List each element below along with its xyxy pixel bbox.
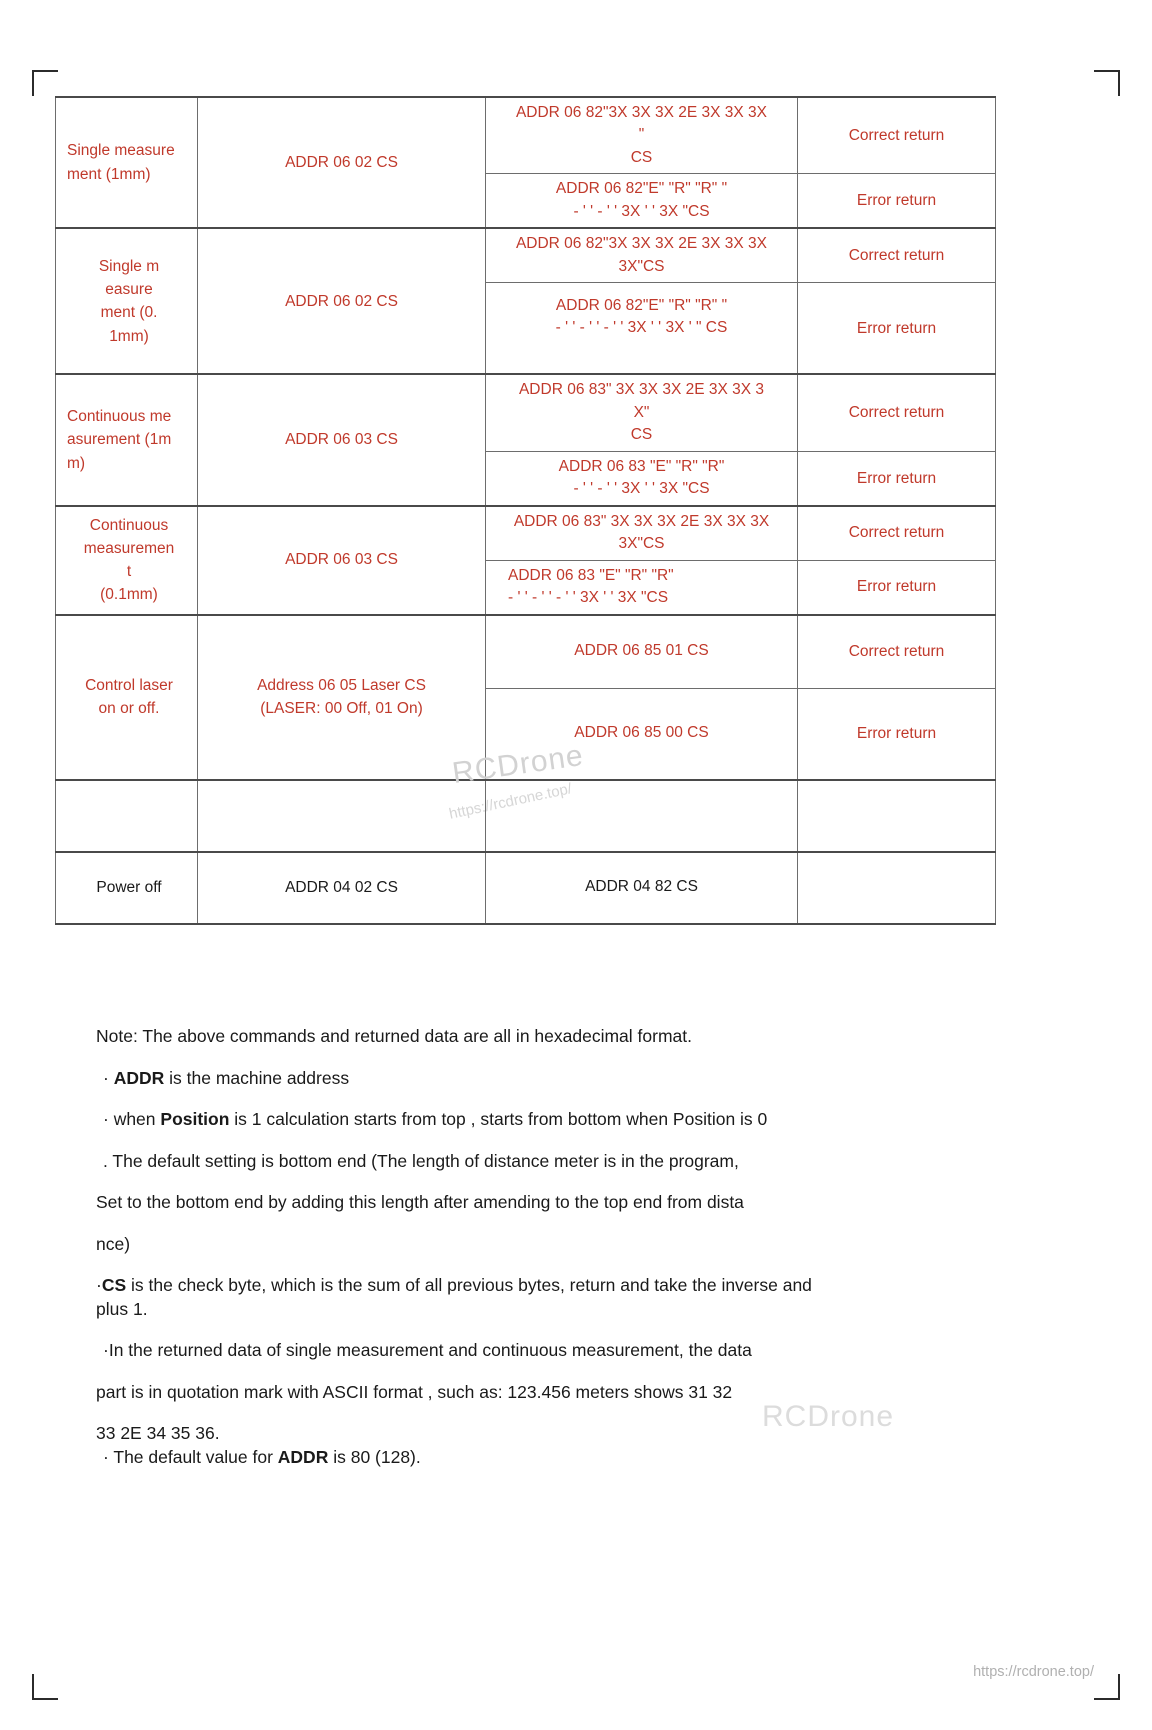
footer-url: https://rcdrone.top/ [973,1664,1094,1680]
note-position-line2: . The default setting is bottom end (The length of distance meter is in the program, [103,1150,739,1171]
note-cs-line2: plus 1. [96,1298,148,1319]
cell-returned-data: ADDR 06 85 01 CS [486,615,798,689]
returned-data-line: - ' ' - ' ' 3X ' ' 3X "CS [573,480,710,498]
crop-mark-top-left [32,70,58,96]
cell-return-status: Correct return [798,506,996,560]
note-text: The default value for [108,1446,278,1467]
returned-data-line: - ' ' - ' ' - ' ' 3X ' ' 3X ' " CS [555,319,728,337]
note-text: when [108,1109,161,1129]
table-row [56,506,996,560]
command-name-line: easure [105,281,153,299]
note-bullet: · [103,1446,109,1467]
cell-return-status: Error return [798,560,996,614]
cell-send-command: ADDR 06 02 CS [198,97,486,228]
command-name-line: asurement (1m [67,431,172,449]
returned-data-line: ADDR 06 83 "E" "R" "R" [508,566,674,584]
note-default-addr [96,1446,1026,1467]
table-row [56,852,996,924]
returned-data-line: 3X"CS [618,535,665,553]
cell-returned-data [486,506,798,560]
note-bullet: · [103,1109,109,1129]
note-returned-data [96,1342,1026,1360]
crop-mark-bottom-right [1094,1674,1120,1700]
send-command-line: (LASER: 00 Off, 01 On) [260,700,423,717]
returned-data-line: ADDR 06 83" 3X 3X 3X 2E 3X 3X 3X [513,512,770,530]
note-text: is 1 calculation starts from top , starts from bottom when Position is 0 [229,1109,768,1129]
command-name-line: Single m [98,257,160,275]
cell-command-name [56,780,198,852]
note-text: is the check byte, which is the sum of all previous bytes, return and take the inverse and [126,1275,812,1295]
note-bullet: · [103,1340,109,1360]
cell-returned-data [486,228,798,282]
command-name-line: (0.1mm) [100,586,158,604]
returned-data-line: " [638,126,645,144]
table-row [56,374,996,451]
note-keyword: ADDR [277,1446,329,1467]
returned-data-line: - ' ' - ' ' - ' ' 3X ' ' 3X "CS [508,589,669,607]
note-heading: Note: The above commands and returned data are all in hexadecimal format. [96,1026,692,1046]
note-position [96,1111,1026,1129]
crop-mark-top-right [1094,70,1120,96]
note-text: is the machine address [164,1067,350,1088]
watermark-brand-bottom: RCDrone [762,1400,895,1433]
cell-return-status [798,852,996,924]
note-keyword: CS [101,1275,127,1295]
cell-returned-data: ADDR 04 82 CS [486,852,798,924]
cell-send-command [198,780,486,852]
returned-data-line: X" [633,403,650,421]
note-cs [96,1277,1026,1295]
table-row [56,97,996,174]
crop-mark-bottom-left [32,1674,58,1700]
cell-send-command [198,615,486,780]
returned-data-line: ADDR 06 82"E" "R" "R" " [555,180,728,198]
returned-data-line: ADDR 06 82"3X 3X 3X 2E 3X 3X 3X [515,235,768,253]
note-position-line3: Set to the bottom end by adding this length after amending to the top end from dista [96,1192,744,1212]
returned-data-line: ADDR 06 82"3X 3X 3X 2E 3X 3X 3X [515,104,768,121]
note-bullet: · [103,1067,109,1088]
command-name-line: t [126,563,132,581]
cell-command-name [56,615,198,780]
note-returned-data-line3: 33 2E 34 35 36. [96,1423,220,1443]
command-name-line: Single measure [67,142,175,160]
command-name-line: Continuous [89,516,169,534]
note-text: In the returned data of single measurement and continuous measurement, the data [108,1340,752,1360]
cell-send-command: ADDR 04 02 CS [198,852,486,924]
returned-data-line: CS [630,148,653,166]
cell-return-status: Correct return [798,374,996,451]
command-name-line: on or off. [98,700,160,717]
watermark-brand-top: RCDrone [450,738,586,791]
cell-command-name [56,374,198,505]
cell-return-status: Error return [798,451,996,505]
cell-returned-data [486,374,798,451]
cell-return-status: Error return [798,283,996,375]
cell-return-status: Error return [798,688,996,780]
notes-section [96,1028,1026,1483]
returned-data-line: ADDR 06 83 "E" "R" "R" [558,457,725,475]
cell-command-name [56,228,198,374]
note-addr [96,1067,1026,1088]
note-bullet: · [96,1275,102,1295]
note-keyword: Position [160,1109,230,1129]
cell-returned-data [486,283,798,375]
cell-return-status [798,780,996,852]
returned-data-line: - ' ' - ' ' 3X ' ' 3X "CS [573,202,710,220]
watermark-url-top: https://rcdrone.top/ [447,780,574,823]
command-name-line: ment (1mm) [67,165,151,183]
cell-return-status: Correct return [798,615,996,689]
table-row [56,228,996,282]
command-name-line: Control laser [85,676,173,694]
cell-send-command: ADDR 06 02 CS [198,228,486,374]
command-name-line: m) [67,454,86,472]
command-name-line: measuremen [83,539,175,557]
cell-send-command: ADDR 06 03 CS [198,506,486,615]
cell-send-command: ADDR 06 03 CS [198,374,486,505]
cell-returned-data [486,560,798,614]
cell-returned-data [486,174,798,228]
send-command-line: Address 06 05 Laser CS [257,676,426,694]
cell-return-status: Correct return [798,97,996,174]
note-keyword: ADDR [113,1067,165,1088]
note-text: is 80 (128). [328,1446,421,1467]
cell-command-name [56,506,198,615]
returned-data-line: CS [630,426,653,444]
table-row [56,615,996,689]
cell-returned-data [486,451,798,505]
command-name-line: 1mm) [109,327,149,345]
returned-data-line: ADDR 06 82"E" "R" "R" " [555,296,728,314]
command-reference-table [55,96,996,925]
cell-command-name [56,97,198,228]
cell-return-status: Correct return [798,228,996,282]
returned-data-line: 3X"CS [618,257,665,275]
cell-return-status: Error return [798,174,996,228]
command-name-line: ment (0. [100,304,158,322]
cell-returned-data [486,97,798,174]
table-row [56,780,996,852]
command-name-line: Continuous me [67,408,172,426]
cell-command-name: Power off [56,852,198,924]
cell-returned-data: ADDR 06 85 00 CS [486,688,798,780]
note-returned-data-line2: part is in quotation mark with ASCII format , such as: 123.456 meters shows 31 32 [96,1381,733,1402]
note-position-line4: nce) [96,1233,131,1254]
cell-returned-data [486,780,798,852]
returned-data-line: ADDR 06 83" 3X 3X 3X 2E 3X 3X 3 [518,381,765,399]
